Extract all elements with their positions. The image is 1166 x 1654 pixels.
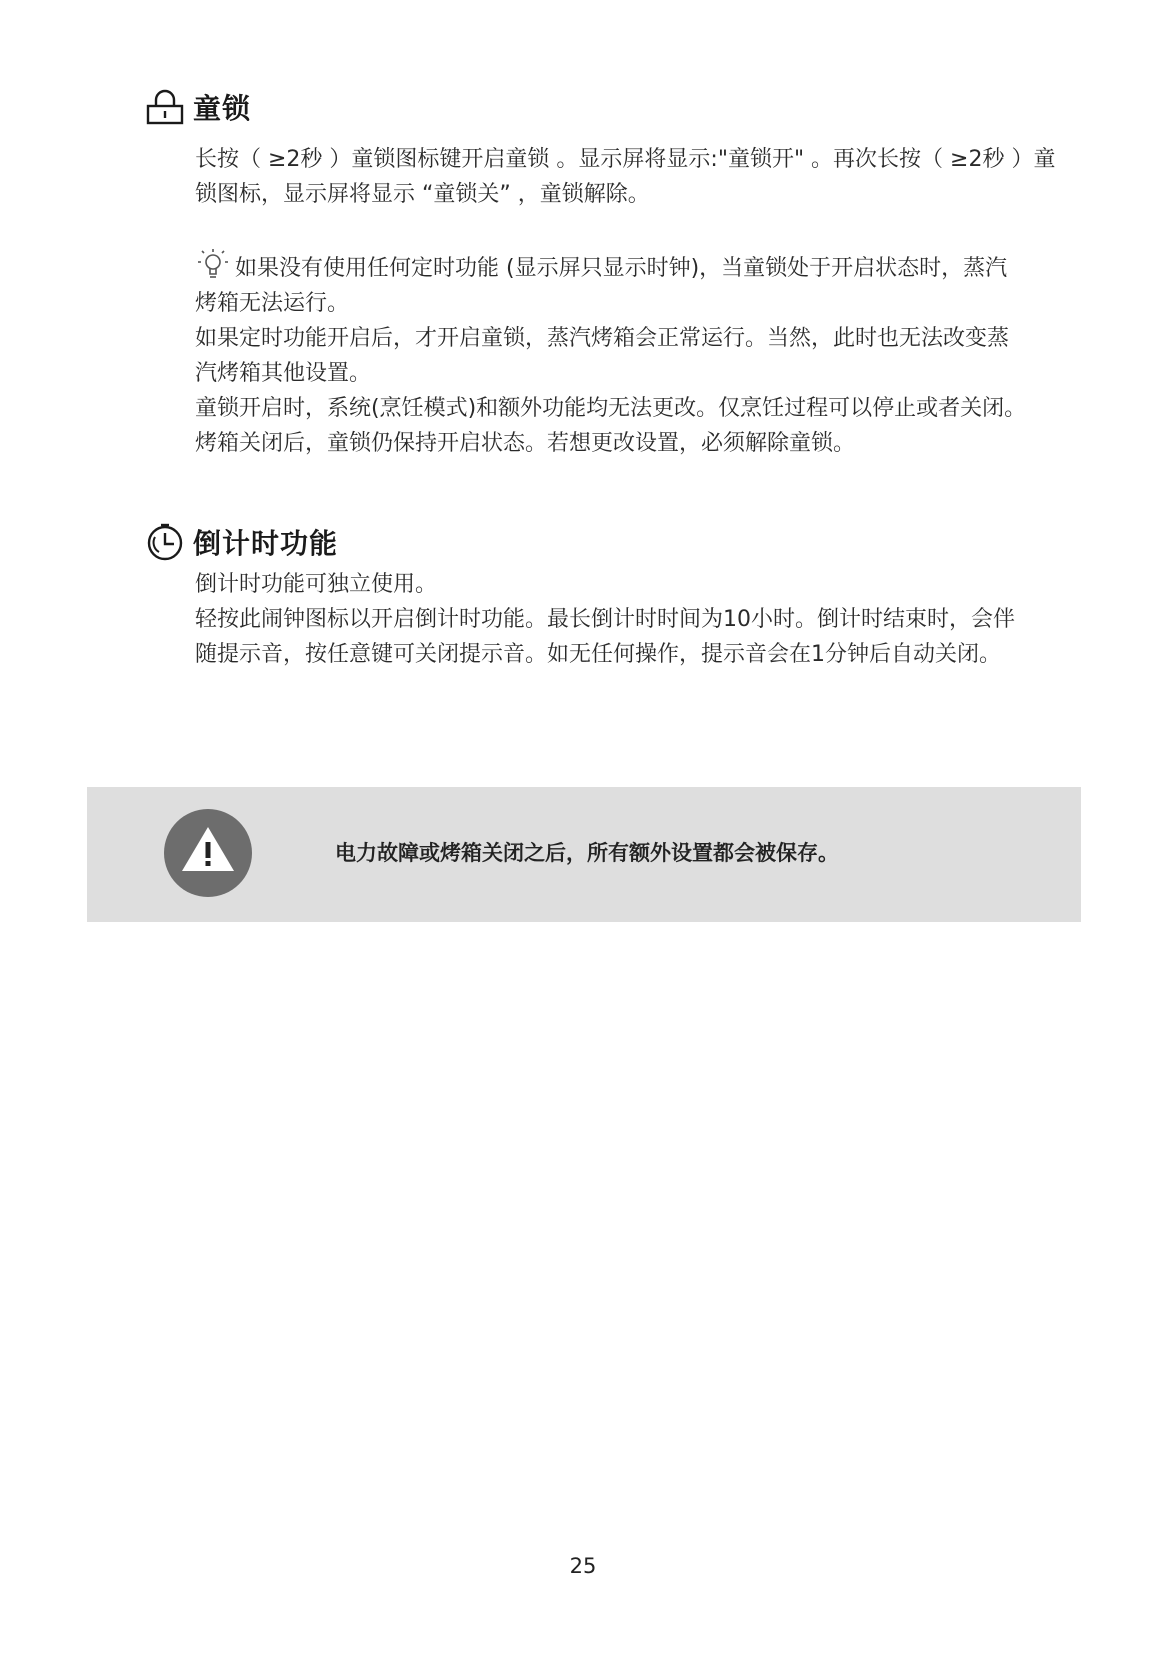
child-lock-title: 童锁 <box>193 92 252 125</box>
spacer <box>145 212 1075 247</box>
warning-triangle-icon <box>164 809 252 897</box>
lightbulb-icon <box>195 247 231 283</box>
countdown-line1: 倒计时功能可独立使用。 <box>195 572 438 597</box>
child-lock-intro-line2: 锁图标，显示屏将显示 “童锁关” ，童锁解除。 <box>195 182 650 207</box>
child-lock-tip-line6: 烤箱关闭后，童锁仍保持开启状态。若想更改设置，必须解除童锁。 <box>195 431 856 456</box>
child-lock-section <box>145 82 1075 461</box>
countdown-heading <box>145 517 1075 567</box>
child-lock-tip-line1 <box>195 247 1075 286</box>
countdown-section <box>145 517 1075 672</box>
countdown-line2: 轻按此闹钟图标以开启倒计时功能。最长倒计时时间为10小时。倒计时结束时，会伴 <box>195 607 1015 632</box>
child-lock-tip-line4: 汽烤箱其他设置。 <box>195 361 372 386</box>
timer-icon <box>145 522 185 562</box>
child-lock-intro-line1: 长按（ ≥2秒 ）童锁图标键开启童锁 。显示屏将显示:"童锁开" 。再次长按（ ≥2秒 ）童 <box>195 147 1056 172</box>
countdown-title: 倒计时功能 <box>193 527 339 560</box>
warning-note-box <box>87 787 1081 922</box>
warning-text: 电力故障或烤箱关闭之后，所有额外设置都会被保存。 <box>335 841 839 865</box>
tip-line1-text: 如果没有使用任何定时功能 (显示屏只显示时钟)，当童锁处于开启状态时，蒸汽 <box>235 256 1008 281</box>
countdown-line3: 随提示音，按任意键可关闭提示音。如无任何操作，提示音会在1分钟后自动关闭。 <box>195 642 1001 667</box>
child-lock-tip-line5: 童锁开启时，系统(烹饪模式)和额外功能均无法更改。仅烹饪过程可以停止或者关闭。 <box>195 396 1027 421</box>
page-number: 25 <box>569 1554 597 1578</box>
child-lock-tip-line3: 如果定时功能开启后，才开启童锁，蒸汽烤箱会正常运行。当然，此时也无法改变蒸 <box>195 326 1010 351</box>
padlock-icon <box>145 87 185 127</box>
child-lock-tip-line2: 烤箱无法运行。 <box>195 291 350 316</box>
child-lock-heading <box>145 82 1075 132</box>
warning-badge <box>164 809 252 897</box>
